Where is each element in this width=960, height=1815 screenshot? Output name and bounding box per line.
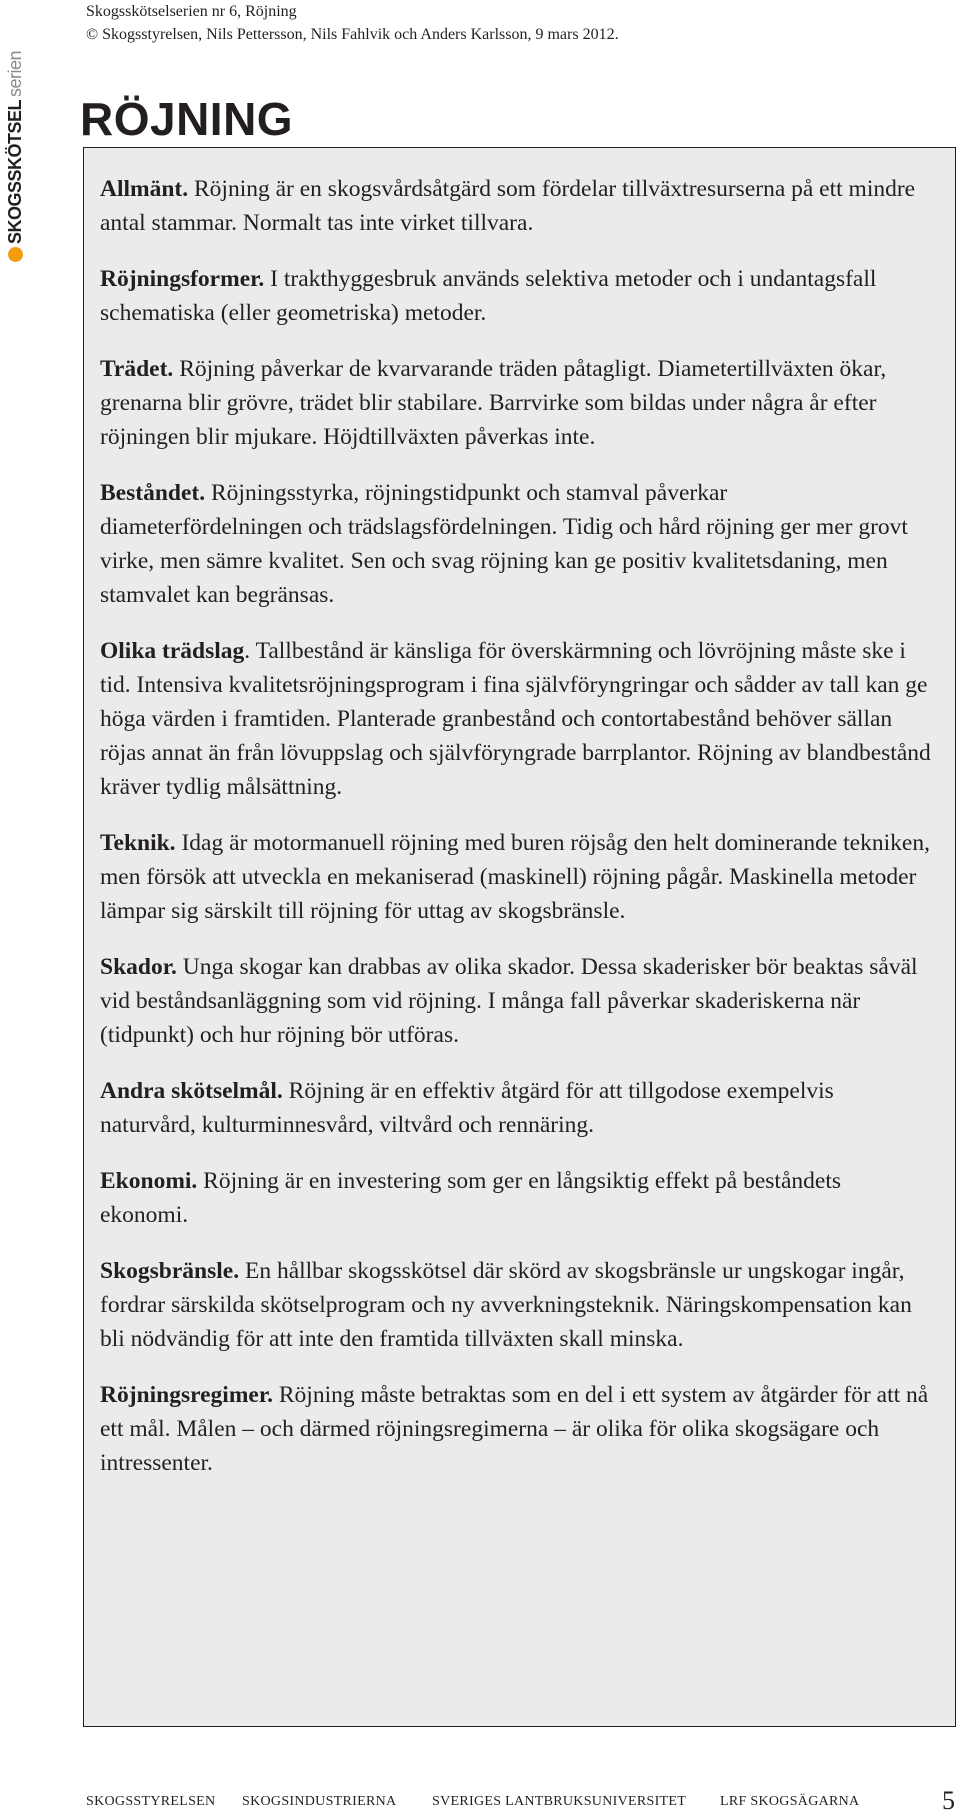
footer-org-skogsstyrelsen: SKOGSSTYRELSEN — [86, 1794, 216, 1809]
paragraph-allmant — [100, 172, 933, 240]
paragraph-tradet — [100, 352, 933, 454]
paragraph-text: Röjning måste betraktas som en del i ett system av åtgärder för att nå ett mål. Målen – och därmed röjningsregimerna – är olika för olika skogsägare och intressenter. — [100, 1382, 929, 1476]
paragraph-text: Röjning är en skogsvårdsåtgärd som fördelar tillväxtresurserna på ett mindre antal stammar. Normalt tas inte virket tillvara. — [100, 176, 916, 236]
page-header — [86, 0, 926, 46]
series-logo — [2, 42, 28, 272]
paragraph-andra-skotselmal — [100, 1074, 933, 1142]
paragraph-text: I trakthyggesbruk används selektiva metoder och i undantagsfall schematiska (eller geometriska) metoder. — [100, 266, 877, 326]
paragraph-lead: Röjningsformer. — [100, 266, 265, 292]
content-box — [83, 147, 956, 1727]
paragraph-rojningsformer — [100, 262, 933, 330]
logo-sub-text: serien — [4, 50, 25, 97]
paragraph-text: Röjning är en effektiv åtgärd för att tillgodose exempelvis naturvård, kulturminnesvård, viltvård och rennäring. — [100, 1078, 834, 1138]
paragraph-text: Röjning är en investering som ger en långsiktig effekt på beståndets ekonomi. — [100, 1168, 841, 1228]
footer-org-skogsindustrierna: SKOGSINDUSTRIERNA — [242, 1794, 397, 1809]
logo-main-text: SKOGSSKÖTSEL — [4, 99, 25, 244]
page-footer — [86, 1786, 960, 1815]
paragraph-olika-tradslag — [100, 634, 933, 804]
paragraph-lead: Röjningsregimer. — [100, 1382, 273, 1408]
paragraph-text: Idag är motormanuell röjning med buren röjsåg den helt dominerande tekniken, men försök att utveckla en mekaniserad (maskinell) röjning pågår. Maskinella metoder lämpar sig särskilt till röjning för uttag av skogsbränsle. — [100, 830, 930, 924]
paragraph-ekonomi — [100, 1164, 933, 1232]
paragraph-lead: Beståndet. — [100, 480, 206, 506]
paragraph-text: Röjning påverkar de kvarvarande träden påtagligt. Diametertillväxten ökar, grenarna blir grövre, trädet blir stabilare. Barrvirke som bildas under några år efter röjningen blir mjukare. Höjdtillväxten påverkas inte. — [100, 356, 887, 450]
paragraph-lead: Trädet. — [100, 356, 174, 382]
paragraph-text: En hållbar skogsskötsel där skörd av skogsbränsle ur ungskogar ingår, fordrar särskilda skötselprogram och ny avverkningsteknik. Näringskompensation kan bli nödvändig för att inte den framtida tillväxten skall minska. — [100, 1258, 912, 1352]
paragraph-lead: Ekonomi. — [100, 1168, 198, 1194]
paragraph-text: . Tallbestånd är känsliga för överskärmning och lövröjning måste ske i tid. Intensiva kvalitetsröjningsprogram i fina självföryngringar och sådder av tall kan ge höga värden i framtiden. Planterade granbestånd och contortabestånd behöver sällan röjas annat än från lövuppslag och självföryngrade barrplantor. Röjning av blandbestånd kräver tydlig målsättning. — [100, 638, 931, 800]
page-title: RÖJNING — [80, 93, 294, 145]
paragraph-text: Unga skogar kan drabbas av olika skador. Dessa skaderisker bör beaktas såväl vid beståndsanläggning som vid röjning. I många fall påverkar skaderiskerna när (tidpunkt) och hur röjning bör utföras. — [100, 954, 918, 1048]
paragraph-lead: Skador. — [100, 954, 177, 980]
paragraph-teknik — [100, 826, 933, 928]
paragraph-skogsbransle — [100, 1254, 933, 1356]
page-number: 5 — [942, 1786, 956, 1815]
paragraph-text: Röjningsstyrka, röjningstidpunkt och stamval påverkar diameterfördelningen och trädslagsfördelningen. Tidig och hård röjning ger mer grovt virke, men sämre kvalitet. Sen och svag röjning kan ge positiv kvalitetsdaning, men stamvalet kan begränsas. — [100, 480, 908, 608]
paragraph-lead: Olika trädslag — [100, 638, 245, 664]
paragraph-lead: Teknik. — [100, 830, 176, 856]
logo-dot-icon — [8, 247, 23, 262]
series-line: Skogsskötselserien nr 6, Röjning — [86, 3, 297, 20]
paragraph-skador — [100, 950, 933, 1052]
paragraph-rojningsregimer — [100, 1378, 933, 1480]
footer-org-lrf: LRF SKOGSÄGARNA — [720, 1794, 860, 1809]
paragraph-lead: Andra skötselmål. — [100, 1078, 283, 1104]
paragraph-bestandet — [100, 476, 933, 612]
paragraph-lead: Allmänt. — [100, 176, 189, 202]
paragraph-lead: Skogsbränsle. — [100, 1258, 240, 1284]
copyright-line: © Skogsstyrelsen, Nils Pettersson, Nils Fahlvik och Anders Karlsson, 9 mars 2012. — [86, 26, 619, 43]
footer-org-slu: SVERIGES LANTBRUKSUNIVERSITET — [432, 1794, 687, 1809]
